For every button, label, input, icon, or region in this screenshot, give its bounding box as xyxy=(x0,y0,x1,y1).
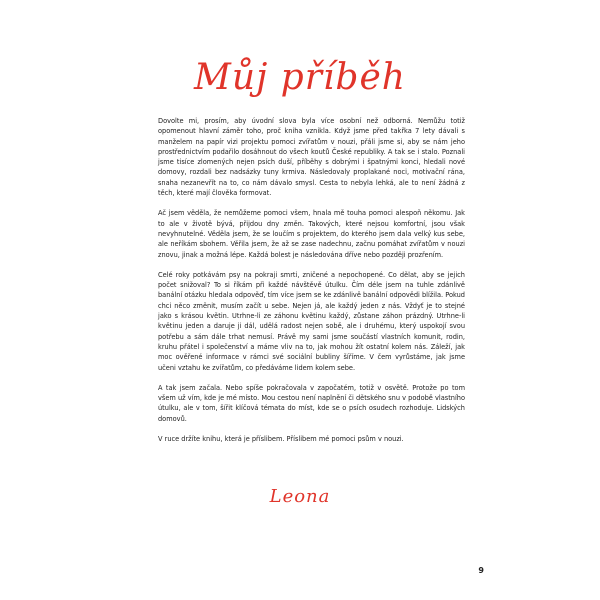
paragraph: Ač jsem věděla, že nemůžeme pomoci všem, hnala mě touha pomoci alespoň někomu. Jak to ale v životě bývá, přijdou dny změn. Takových, které nejsou komfortní, jsou však nevyhnutelné. Věděla jsem, že se loučím s projektem, do kterého jsem dala velký kus sebe, ale neříkám sbohem. Věřila jsem, že až se zase nadechnu, začnu pomáhat zvířatům v nouzi znovu, jinak a možná lépe. Každá bolest je následována dříve nebo později prozřením. xyxy=(158,209,465,259)
page-number: 9 xyxy=(478,566,484,575)
paragraph: A tak jsem začala. Nebo spíše pokračovala v započatém, totiž v osvětě. Protože po tom všem už vím, kde je mé místo. Mou cestou není naplnění či dětského snu v podobě vlastního útulku, ale v tom, šířit klíčová témata do míst, kde se o psích osudech rozhoduje. Lidských domovů. xyxy=(158,383,465,423)
paragraph: Dovolte mi, prosím, aby úvodní slova byla více osobní než odborná. Nemůžu totiž opomenout hlavní záměr toho, proč kniha vznikla. Když jsme před takřka 7 lety dávali s manželem na papír vizi projektu pomoci zvířatům v nouzi, přáli jsme si, aby se nám jeho prostřednictvím podařilo dosáhnout do všech koutů České republiky. A tak se i stalo. Poznali jsme tisíce zlomených nejen psích duší, příběhy s dobrými i špatnými konci, hledali nové domovy, rozdali bez nadsázky tuny krmiva. Následovaly proplakané noci, motivační rána, snaha nezanevřít na to, co nám dávalo smysl. Cesta to nebyla lehká, ale to není žádná z těch, které mají člověka formovat. xyxy=(158,117,465,198)
author-signature: Leona xyxy=(269,486,331,507)
page-title: Můj příběh xyxy=(194,57,406,98)
body-text xyxy=(158,116,465,454)
paragraph: V ruce držíte knihu, která je příslibem. Příslibem mé pomoci psům v nouzi. xyxy=(158,435,404,444)
paragraph: Celé roky potkávám psy na pokraji smrti, zničené a nepochopené. Co dělat, aby se jejich počet snižoval? To si říkám při každé návštěvě útulku. Čím déle jsem na tuhle zdánlivě banální otázku hledala odpověď, tím více jsem se ke zdánlivě banální odpovědi blížila. Pokud chci něco změnit, musím začít u sebe. Nejen já, ale každý jeden z nás. Vždyť je to stejné jako s krásou květin. Utrhne-li ze záhonu květinu každý, zůstane záhon prázdný. Utrhne-li květinu jeden a daruje ji dál, udělá radost nejen sobě, ale i druhému, který uspokojí svou potřebu a sám dále trhat nemusí. Právě my sami jsme součástí vlastních komunit, rodin, kruhu přátel i společenství a máme vliv na to, jak mohou žít ostatní kolem nás. Záleží, jak moc ověřené informace v rámci své sociální bubliny šíříme. V čem vyrůstáme, jak jsme učeni vztahu ke zvířatům, co předáváme lidem kolem sebe. xyxy=(158,270,465,372)
